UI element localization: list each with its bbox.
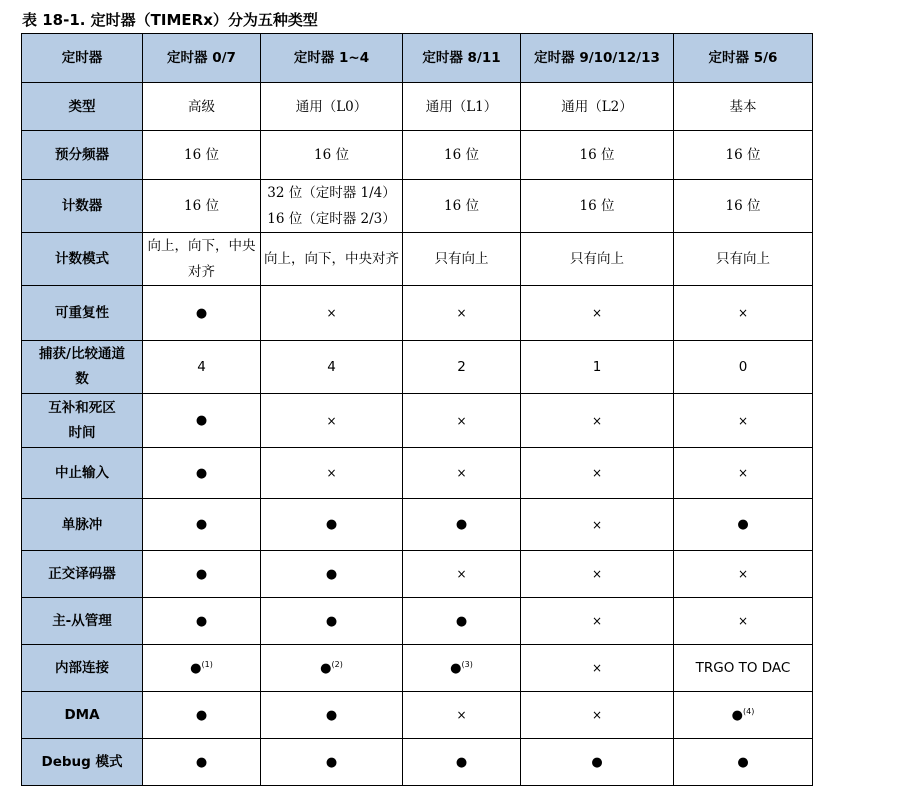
- feature-mark: ×: [737, 614, 749, 628]
- table-cell: 16 位: [261, 131, 403, 180]
- feature-mark: ×: [737, 567, 749, 581]
- table-cell: [674, 551, 813, 598]
- table-row: [22, 499, 813, 551]
- feature-mark: ×: [737, 306, 749, 320]
- table-cell: [403, 499, 521, 551]
- table-cell: [403, 286, 521, 341]
- row-label-type: 类型: [22, 83, 143, 131]
- table-cell: 高级: [143, 83, 261, 131]
- feature-mark: ●: [195, 613, 208, 629]
- feature-mark: ×: [591, 517, 603, 532]
- table-cell: [261, 645, 403, 692]
- row-label-master-slave: 主-从管理: [22, 598, 143, 645]
- table-cell: [674, 692, 813, 739]
- table-cell: [403, 394, 521, 448]
- table-cell: 16 位: [521, 131, 674, 180]
- table-cell: [261, 448, 403, 499]
- table-cell: [521, 692, 674, 739]
- table-cell: 16 位: [403, 131, 521, 180]
- table-cell: [261, 739, 403, 786]
- table-cell: [403, 645, 521, 692]
- feature-mark: ×: [456, 708, 467, 722]
- feature-mark: ×: [326, 413, 337, 428]
- table-cell: [143, 286, 261, 341]
- header-cell-timer-9-13: 定时器 9/10/12/13: [521, 34, 674, 83]
- feature-mark: ×: [591, 466, 603, 480]
- header-cell-timer: 定时器: [22, 34, 143, 83]
- table-cell: [403, 739, 521, 786]
- table-cell: [143, 448, 261, 499]
- table-cell: 基本: [674, 83, 813, 131]
- header-cell-timer-8-11: 定时器 8/11: [403, 34, 521, 83]
- feature-mark: ●: [195, 465, 208, 481]
- feature-mark: ●: [731, 707, 743, 723]
- table-cell: [261, 499, 403, 551]
- table-cell: [674, 286, 813, 341]
- table-row: [22, 341, 813, 394]
- feature-mark: ●: [195, 305, 208, 321]
- feature-mark: ×: [456, 413, 467, 428]
- feature-mark: ●: [190, 660, 202, 676]
- table-row: [22, 131, 813, 180]
- row-label-count-mode: 计数模式: [22, 233, 143, 286]
- feature-mark: ×: [591, 413, 603, 428]
- row-label-single-pulse: 单脉冲: [22, 499, 143, 551]
- row-label-repetition: 可重复性: [22, 286, 143, 341]
- feature-mark: ●: [325, 613, 338, 629]
- table-cell: 通用（L2）: [521, 83, 674, 131]
- feature-mark: ●: [325, 566, 338, 582]
- feature-mark: ●: [455, 754, 468, 770]
- footnote-ref: (2): [331, 659, 343, 669]
- feature-mark: ×: [591, 708, 603, 722]
- feature-mark: ●: [195, 517, 208, 532]
- feature-mark: ●: [450, 660, 462, 676]
- feature-mark: ×: [326, 306, 337, 320]
- feature-mark: ×: [456, 466, 467, 480]
- table-cell: 16 位: [521, 180, 674, 233]
- table-row: [22, 692, 813, 739]
- header-cell-timer-1-4: 定时器 1~4: [261, 34, 403, 83]
- table-cell: 2: [403, 341, 521, 394]
- feature-mark: ×: [737, 413, 749, 428]
- table-cell: [521, 286, 674, 341]
- header-cell-timer-5-6: 定时器 5/6: [674, 34, 813, 83]
- table-cell: [403, 692, 521, 739]
- feature-mark: ●: [325, 517, 338, 532]
- table-cell: [403, 448, 521, 499]
- table-cell: [143, 739, 261, 786]
- table-cell: [521, 499, 674, 551]
- table-row: [22, 448, 813, 499]
- feature-mark: ●: [455, 613, 468, 629]
- table-cell: [261, 180, 403, 233]
- feature-mark: ●: [591, 754, 603, 770]
- table-cell: [403, 551, 521, 598]
- feature-mark: ●: [195, 566, 208, 582]
- table-row: [22, 739, 813, 786]
- table-cell: TRGO TO DAC: [674, 645, 813, 692]
- feature-mark: ×: [737, 466, 749, 480]
- table-cell: 16 位: [143, 180, 261, 233]
- table-cell: 向上，向下，中央对齐: [261, 233, 403, 286]
- table-cell: [261, 286, 403, 341]
- feature-mark: ●: [325, 707, 338, 723]
- table-row: [22, 598, 813, 645]
- row-label-dma: DMA: [22, 692, 143, 739]
- table-cell: 通用（L1）: [403, 83, 521, 131]
- table-row: [22, 286, 813, 341]
- table-cell: [261, 394, 403, 448]
- table-cell: [521, 448, 674, 499]
- table-cell: 0: [674, 341, 813, 394]
- table-cell: [674, 739, 813, 786]
- table-cell: 1: [521, 341, 674, 394]
- table-cell: 向上，向下，中央对齐: [143, 233, 261, 286]
- table-cell: [674, 598, 813, 645]
- footnote-ref: (3): [461, 659, 473, 669]
- table-cell: 16 位: [403, 180, 521, 233]
- table-cell: [674, 394, 813, 448]
- row-label-prescaler: 预分频器: [22, 131, 143, 180]
- feature-mark: ●: [737, 517, 749, 532]
- table-cell: 通用（L0）: [261, 83, 403, 131]
- counter-width-line-1: 32 位（定时器 1/4）: [267, 185, 396, 201]
- table-row: [22, 551, 813, 598]
- table-cell: 4: [261, 341, 403, 394]
- feature-mark: ×: [591, 614, 603, 628]
- table-row: [22, 394, 813, 448]
- table-cell: [143, 598, 261, 645]
- table-row: [22, 180, 813, 233]
- table-cell: [261, 692, 403, 739]
- feature-mark: ●: [195, 754, 208, 770]
- table-cell: [143, 499, 261, 551]
- table-cell: [674, 448, 813, 499]
- counter-width-line-2: 16 位（定时器 2/3）: [267, 211, 396, 227]
- header-cell-timer-0-7: 定时器 0/7: [143, 34, 261, 83]
- feature-mark: ×: [591, 661, 603, 675]
- row-label-capture-compare-channels: 捕获/比较通道数: [22, 341, 143, 394]
- table-cell: [521, 394, 674, 448]
- row-label-counter: 计数器: [22, 180, 143, 233]
- table-cell: [674, 499, 813, 551]
- table-cell: [521, 598, 674, 645]
- footnote-ref: (1): [201, 659, 213, 669]
- table-header-row: [22, 34, 813, 83]
- row-label-quadrature-decoder: 正交译码器: [22, 551, 143, 598]
- table-cell: [261, 598, 403, 645]
- feature-mark: ●: [195, 413, 208, 428]
- table-cell: [143, 692, 261, 739]
- table-row: [22, 645, 813, 692]
- feature-mark: ●: [455, 517, 468, 532]
- feature-mark: ×: [456, 567, 467, 581]
- table-cell: [521, 739, 674, 786]
- table-cell: 只有向上: [403, 233, 521, 286]
- feature-mark: ●: [325, 754, 338, 770]
- table-cell: 16 位: [143, 131, 261, 180]
- table-cell: [521, 551, 674, 598]
- table-caption: 表 18-1. 定时器（TIMERx）分为五种类型: [22, 11, 318, 29]
- table-cell: 16 位: [674, 131, 813, 180]
- feature-mark: ●: [195, 707, 208, 723]
- feature-mark: ×: [591, 567, 603, 581]
- table-cell: 16 位: [674, 180, 813, 233]
- table-cell: [143, 551, 261, 598]
- table-cell: [403, 598, 521, 645]
- table-cell: [521, 645, 674, 692]
- table-cell: [143, 645, 261, 692]
- table-cell: [143, 394, 261, 448]
- row-label-internal-connection: 内部连接: [22, 645, 143, 692]
- timer-types-table: [21, 33, 813, 786]
- row-label-debug-mode: Debug 模式: [22, 739, 143, 786]
- feature-mark: ×: [456, 306, 467, 320]
- table-cell: 只有向上: [521, 233, 674, 286]
- table-row: [22, 83, 813, 131]
- table-cell: 4: [143, 341, 261, 394]
- table-cell: [261, 551, 403, 598]
- feature-mark: ×: [326, 466, 337, 480]
- footnote-ref: (4): [743, 706, 755, 716]
- row-label-break-input: 中止输入: [22, 448, 143, 499]
- feature-mark: ×: [591, 306, 603, 320]
- table-cell: 只有向上: [674, 233, 813, 286]
- feature-mark: ●: [320, 660, 332, 676]
- table-row: [22, 233, 813, 286]
- row-label-complementary-deadtime: 互补和死区时间: [22, 394, 143, 448]
- feature-mark: ●: [737, 754, 749, 770]
